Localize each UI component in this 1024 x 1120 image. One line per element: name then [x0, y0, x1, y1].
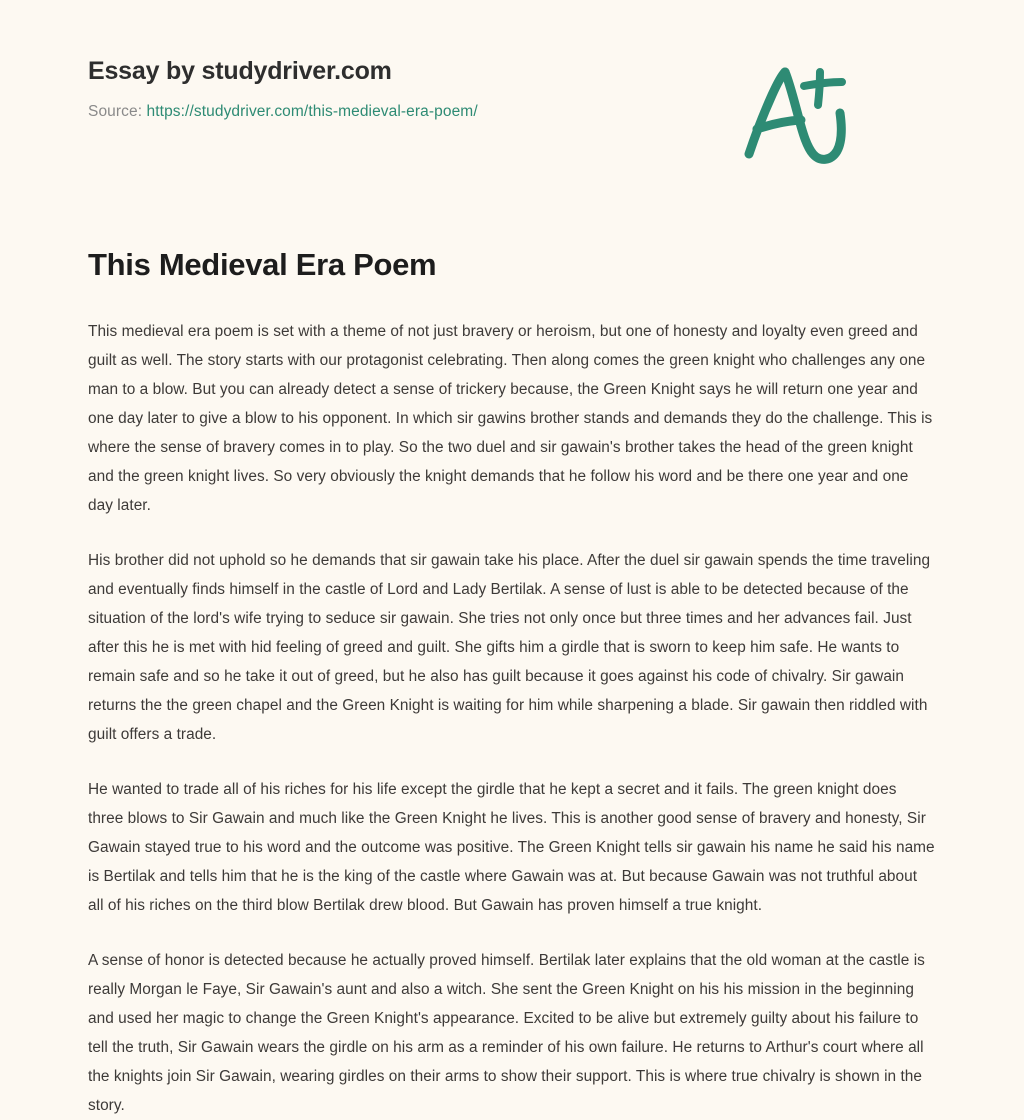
brand-title: Essay by studydriver.com	[88, 57, 392, 85]
paragraph: He wanted to trade all of his riches for his life except the girdle that he kept a secret and it fails. The green knight does three blows to Sir Gawain and much like the Green Knight he lives. This is another good sense of bravery and honesty, Sir Gawain stayed true to his word and the outcome was positive. The Green Knight tells sir gawain his name he said his name is Bertilak and tells him that he is the king of the castle where Gawain was at. But because Gawain was not truthful about all of his riches on the third blow Bertilak drew blood. But Gawain has proven himself a true knight.	[88, 781, 935, 915]
studydriver-a-plus-logo-icon	[741, 55, 861, 170]
paragraph: This medieval era poem is set with a theme of not just bravery or heroism, but one of honesty and loyalty even greed and guilt as well. The story starts with our protagonist celebrating. Then along comes the green knight who challenges any one man to a blow. But you can already detect a sense of trickery because, the Green Knight says he will return one year and one day later to give a blow to his opponent. In which sir gawins brother stands and demands they do the challenge. This is where the sense of bravery comes in to play. So the two duel and sir gawain's brother takes the head of the green knight and the green knight lives. So very obviously the knight demands that he follow his word and be there one year and one day later.	[88, 323, 933, 515]
document-header	[88, 0, 936, 122]
paragraph: His brother did not uphold so he demands that sir gawain take his place. After the duel sir gawain spends the time traveling and eventually finds himself in the castle of Lord and Lady Bertilak. A sense of lust is able to be detected because of the situation of the lord's wife trying to seduce sir gawain. She tries not only once but three times and her advances fail. Just after this he is met with hid feeling of greed and guilt. She gifts him a girdle that is sworn to keep him safe. He wants to remain safe and so he take it out of greed, but he also has guilt because it goes against his code of chivalry. Sir gawain returns the the green chapel and the Green Knight is waiting for him while sharpening a blade. Sir gawain then riddled with guilt offers a trade.	[88, 552, 931, 744]
article-body	[88, 283, 936, 1120]
source-label: Source:	[88, 102, 143, 120]
source-url-link[interactable]: https://studydriver.com/this-medieval-era-poem/	[146, 102, 478, 120]
page-title: This Medieval Era Poem	[88, 247, 437, 282]
paragraph: A sense of honor is detected because he actually proved himself. Bertilak later explains that the old woman at the castle is really Morgan le Faye, Sir Gawain's aunt and also a witch. She sent the Green Knight on his his mission in the beginning and used her magic to change the Green Knight's appearance. Excited to be alive but extremely guilty about his failure to tell the truth, Sir Gawain wears the girdle on his arm as a reminder of his own failure. He returns to Arthur's court where all the knights join Sir Gawain, wearing girdles on their arms to show their support. This is where true chivalry is shown in the story.	[88, 952, 925, 1115]
